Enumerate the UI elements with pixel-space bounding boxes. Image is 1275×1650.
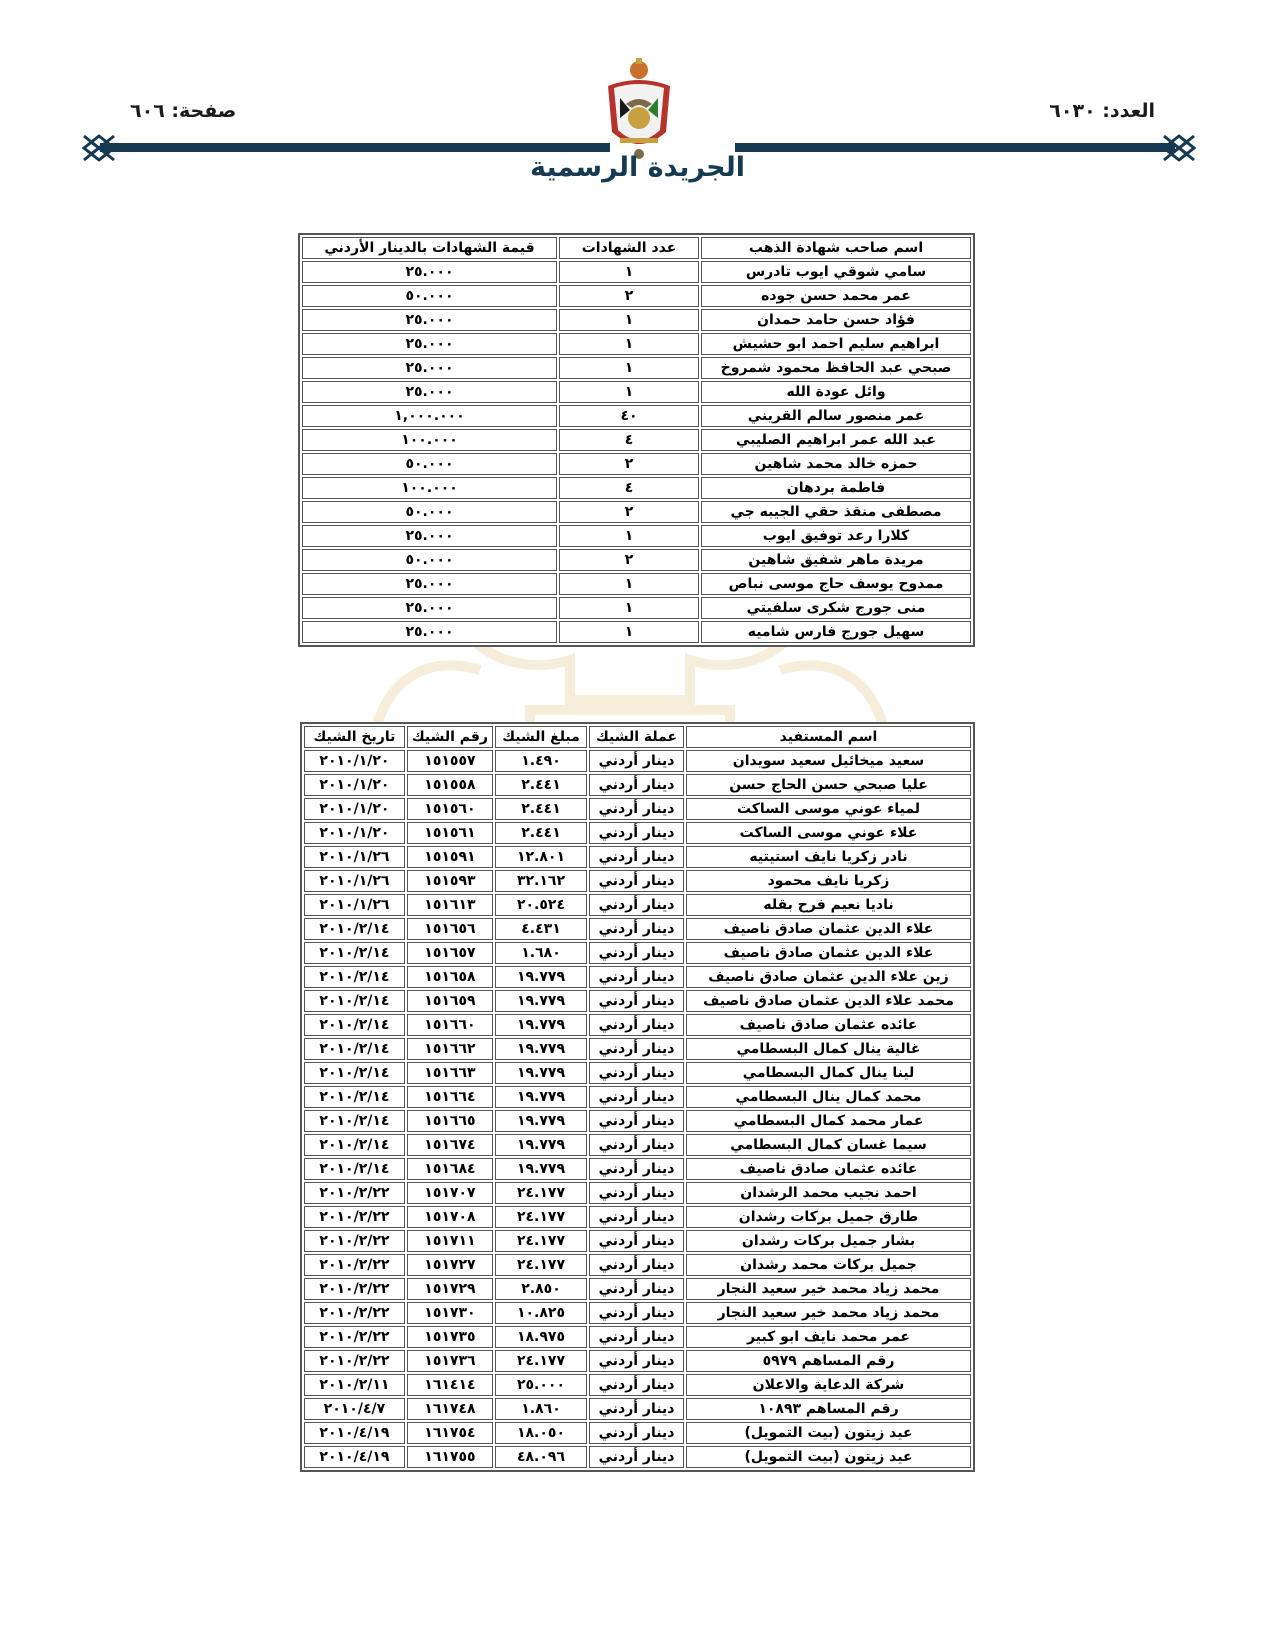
cheque-number-cell: ١٥١٧٠٨ xyxy=(407,1206,493,1228)
beneficiary-cell: زين علاء الدين عثمان صادق ناصيف xyxy=(686,966,971,988)
certificate-value-cell: ١٠٠.٠٠٠ xyxy=(302,477,557,499)
table-row xyxy=(304,1014,971,1036)
beneficiary-cell: نادر زكريا نايف استيتيه xyxy=(686,846,971,868)
certificate-count-cell: ١ xyxy=(559,597,699,619)
table-row xyxy=(304,870,971,892)
cheque-date-cell: ٢٠١٠/٢/١٤ xyxy=(304,1110,405,1132)
cheque-date-cell: ٢٠١٠/٤/١٩ xyxy=(304,1446,405,1468)
cheque-date-cell: ٢٠١٠/٢/١٤ xyxy=(304,1038,405,1060)
owner-name-cell: ممدوح يوسف حاج موسى نباص xyxy=(701,573,971,595)
table-row xyxy=(304,1182,971,1204)
certificate-value-cell: ٢٥.٠٠٠ xyxy=(302,573,557,595)
cheque-number-cell: ١٥١٦٨٤ xyxy=(407,1158,493,1180)
amount-cell: ٢٤.١٧٧ xyxy=(495,1230,587,1252)
cheque-date-cell: ٢٠١٠/٢/٢٢ xyxy=(304,1326,405,1348)
column-header-owner-name: اسم صاحب شهادة الذهب xyxy=(701,237,971,259)
currency-cell: دينار أردني xyxy=(589,1230,684,1252)
header-rule-right xyxy=(735,143,1175,152)
table-row xyxy=(304,1374,971,1396)
amount-cell: ٤٨.٠٩٦ xyxy=(495,1446,587,1468)
amount-cell: ١٩.٧٧٩ xyxy=(495,1086,587,1108)
cheque-date-cell: ٢٠١٠/٢/١٤ xyxy=(304,990,405,1012)
table-row xyxy=(302,501,971,523)
table-header-row xyxy=(304,726,971,748)
currency-cell: دينار أردني xyxy=(589,942,684,964)
table-row xyxy=(302,477,971,499)
table-row xyxy=(302,261,971,283)
page-number: صفحة: ٦٠٦ xyxy=(130,100,237,122)
beneficiary-cell: محمد علاء الدين عثمان صادق ناصيف xyxy=(686,990,971,1012)
table-row xyxy=(304,1302,971,1324)
certificate-count-cell: ١ xyxy=(559,309,699,331)
owner-name-cell: عمر محمد حسن جوده xyxy=(701,285,971,307)
certificate-value-cell: ٢٥.٠٠٠ xyxy=(302,333,557,355)
beneficiary-cell: عمار محمد كمال البسطامي xyxy=(686,1110,971,1132)
currency-cell: دينار أردني xyxy=(589,1134,684,1156)
currency-cell: دينار أردني xyxy=(589,1062,684,1084)
cheque-number-cell: ١٥١٧٢٧ xyxy=(407,1254,493,1276)
certificate-value-cell: ٢٥.٠٠٠ xyxy=(302,597,557,619)
owner-name-cell: فاطمة بردهان xyxy=(701,477,971,499)
certificate-value-cell: ٢٥.٠٠٠ xyxy=(302,357,557,379)
beneficiary-cell: احمد نجيب محمد الرشدان xyxy=(686,1182,971,1204)
certificate-value-cell: ٢٥.٠٠٠ xyxy=(302,621,557,643)
beneficiary-cell: سيما غسان كمال البسطامي xyxy=(686,1134,971,1156)
cheque-date-cell: ٢٠١٠/١/٢٠ xyxy=(304,822,405,844)
amount-cell: ١٠.٨٢٥ xyxy=(495,1302,587,1324)
cheque-date-cell: ٢٠١٠/٢/٢٢ xyxy=(304,1254,405,1276)
certificate-value-cell: ٢٥.٠٠٠ xyxy=(302,381,557,403)
table-row xyxy=(304,1422,971,1444)
beneficiary-cell: طارق جميل بركات رشدان xyxy=(686,1206,971,1228)
owner-name-cell: سامي شوقي ايوب تادرس xyxy=(701,261,971,283)
table-row xyxy=(302,453,971,475)
table-row xyxy=(304,1110,971,1132)
owner-name-cell: وائل عودة الله xyxy=(701,381,971,403)
table-row xyxy=(302,573,971,595)
table-row xyxy=(302,285,971,307)
certificate-value-cell: ٢٥.٠٠٠ xyxy=(302,525,557,547)
cheque-number-cell: ١٥١٦٦٢ xyxy=(407,1038,493,1060)
cheque-date-cell: ٢٠١٠/١/٢٠ xyxy=(304,774,405,796)
beneficiary-cell: علاء الدين عثمان صادق ناصيف xyxy=(686,942,971,964)
certificate-count-cell: ٢ xyxy=(559,453,699,475)
table-header-row xyxy=(302,237,971,259)
currency-cell: دينار أردني xyxy=(589,870,684,892)
cheque-number-cell: ١٥١٥٥٧ xyxy=(407,750,493,772)
column-header-cheque-date: تاريخ الشيك xyxy=(304,726,405,748)
amount-cell: ٤.٤٣١ xyxy=(495,918,587,940)
amount-cell: ١.٨٦٠ xyxy=(495,1398,587,1420)
owner-name-cell: منى جورج شكرى سلفيتي xyxy=(701,597,971,619)
owner-name-cell: مريدة ماهر شفيق شاهين xyxy=(701,549,971,571)
cheque-date-cell: ٢٠١٠/٤/٧ xyxy=(304,1398,405,1420)
currency-cell: دينار أردني xyxy=(589,1398,684,1420)
cheque-date-cell: ٢٠١٠/٢/٢٢ xyxy=(304,1206,405,1228)
table-row xyxy=(304,750,971,772)
amount-cell: ١.٤٩٠ xyxy=(495,750,587,772)
certificate-count-cell: ١ xyxy=(559,573,699,595)
table-row xyxy=(304,966,971,988)
beneficiary-cell: لمياء عوني موسى الساكت xyxy=(686,798,971,820)
column-header-beneficiary: اسم المستفيد xyxy=(686,726,971,748)
cheque-date-cell: ٢٠١٠/٢/٢٢ xyxy=(304,1278,405,1300)
certificate-count-cell: ٢ xyxy=(559,285,699,307)
table-row xyxy=(302,309,971,331)
table-row xyxy=(302,597,971,619)
amount-cell: ٢.٤٤١ xyxy=(495,798,587,820)
jordan-coat-of-arms-icon xyxy=(600,58,678,166)
amount-cell: ٣٢.١٦٢ xyxy=(495,870,587,892)
table-row xyxy=(302,621,971,643)
cheque-date-cell: ٢٠١٠/٢/٢٢ xyxy=(304,1350,405,1372)
table-row xyxy=(304,1398,971,1420)
currency-cell: دينار أردني xyxy=(589,1158,684,1180)
beneficiary-cell: بشار جميل بركات رشدان xyxy=(686,1230,971,1252)
table-row xyxy=(304,990,971,1012)
amount-cell: ١٩.٧٧٩ xyxy=(495,1158,587,1180)
table-row xyxy=(304,822,971,844)
cheque-date-cell: ٢٠١٠/٢/٢٢ xyxy=(304,1230,405,1252)
cheque-date-cell: ٢٠١٠/٢/١٤ xyxy=(304,942,405,964)
table-row xyxy=(304,798,971,820)
cheque-number-cell: ١٦١٤١٤ xyxy=(407,1374,493,1396)
currency-cell: دينار أردني xyxy=(589,750,684,772)
cheque-number-cell: ١٥١٦٦٥ xyxy=(407,1110,493,1132)
table-row xyxy=(304,846,971,868)
currency-cell: دينار أردني xyxy=(589,846,684,868)
certificate-count-cell: ١ xyxy=(559,621,699,643)
cheque-number-cell: ١٥١٦٥٩ xyxy=(407,990,493,1012)
gold-certificates-table xyxy=(298,233,975,647)
beneficiary-cell: علاء الدين عثمان صادق ناصيف xyxy=(686,918,971,940)
beneficiary-cell: غالية ينال كمال البسطامي xyxy=(686,1038,971,1060)
cheque-date-cell: ٢٠١٠/٢/١٤ xyxy=(304,918,405,940)
amount-cell: ١٩.٧٧٩ xyxy=(495,1038,587,1060)
certificate-count-cell: ١ xyxy=(559,357,699,379)
table-row xyxy=(304,1230,971,1252)
gazette-title: الجريدة الرسمية xyxy=(530,152,745,183)
table-row xyxy=(302,429,971,451)
cheque-number-cell: ١٦١٧٥٤ xyxy=(407,1422,493,1444)
certificate-value-cell: ٢٥.٠٠٠ xyxy=(302,309,557,331)
currency-cell: دينار أردني xyxy=(589,1014,684,1036)
cheque-date-cell: ٢٠١٠/٢/١٤ xyxy=(304,1086,405,1108)
table-row xyxy=(304,1206,971,1228)
currency-cell: دينار أردني xyxy=(589,1038,684,1060)
certificate-count-cell: ٢ xyxy=(559,501,699,523)
currency-cell: دينار أردني xyxy=(589,1422,684,1444)
beneficiary-cell: علاء عوني موسى الساكت xyxy=(686,822,971,844)
certificate-count-cell: ٤ xyxy=(559,429,699,451)
column-header-amount: مبلغ الشيك xyxy=(495,726,587,748)
amount-cell: ٢٤.١٧٧ xyxy=(495,1182,587,1204)
currency-cell: دينار أردني xyxy=(589,918,684,940)
cheque-date-cell: ٢٠١٠/٢/١٤ xyxy=(304,1158,405,1180)
certificate-count-cell: ١ xyxy=(559,525,699,547)
owner-name-cell: حمزه خالد محمد شاهين xyxy=(701,453,971,475)
column-header-certificate-value: قيمة الشهادات بالدينار الأردني xyxy=(302,237,557,259)
certificate-value-cell: ٢٥.٠٠٠ xyxy=(302,261,557,283)
table-row xyxy=(304,1158,971,1180)
table-row xyxy=(304,1086,971,1108)
cheque-number-cell: ١٥١٥٦١ xyxy=(407,822,493,844)
certificate-value-cell: ٥٠.٠٠٠ xyxy=(302,453,557,475)
amount-cell: ٢.٤٤١ xyxy=(495,822,587,844)
cheque-date-cell: ٢٠١٠/٢/١٤ xyxy=(304,1062,405,1084)
beneficiary-cell: محمد زياد محمد خير سعيد النجار xyxy=(686,1278,971,1300)
table-row xyxy=(304,1446,971,1468)
cheque-number-cell: ١٥١٧١١ xyxy=(407,1230,493,1252)
cheque-number-cell: ١٦١٧٤٨ xyxy=(407,1398,493,1420)
beneficiary-cell: رقم المساهم ٥٩٧٩ xyxy=(686,1350,971,1372)
cheque-number-cell: ١٦١٧٥٥ xyxy=(407,1446,493,1468)
cheque-date-cell: ٢٠١٠/٢/٢٢ xyxy=(304,1182,405,1204)
table-row xyxy=(302,549,971,571)
cheque-number-cell: ١٥١٦٦٤ xyxy=(407,1086,493,1108)
currency-cell: دينار أردني xyxy=(589,774,684,796)
table-row xyxy=(302,381,971,403)
column-header-certificate-count: عدد الشهادات xyxy=(559,237,699,259)
amount-cell: ١٩.٧٧٩ xyxy=(495,966,587,988)
table-row xyxy=(302,525,971,547)
cheque-number-cell: ١٥١٧٣٠ xyxy=(407,1302,493,1324)
certificate-count-cell: ٤٠ xyxy=(559,405,699,427)
currency-cell: دينار أردني xyxy=(589,1182,684,1204)
table-row xyxy=(302,357,971,379)
beneficiary-cell: سعيد ميخائيل سعيد سويدان xyxy=(686,750,971,772)
cheque-date-cell: ٢٠١٠/٢/١٤ xyxy=(304,1014,405,1036)
table-row xyxy=(304,1062,971,1084)
beneficiary-cell: زكريا نايف محمود xyxy=(686,870,971,892)
cheque-number-cell: ١٥١٦١٣ xyxy=(407,894,493,916)
amount-cell: ٢٠.٥٢٤ xyxy=(495,894,587,916)
beneficiary-cell: لينا ينال كمال البسطامي xyxy=(686,1062,971,1084)
certificate-count-cell: ٤ xyxy=(559,477,699,499)
beneficiary-cell: عليا صبحي حسن الحاج حسن xyxy=(686,774,971,796)
cheque-number-cell: ١٥١٥٦٠ xyxy=(407,798,493,820)
amount-cell: ٢٤.١٧٧ xyxy=(495,1350,587,1372)
table-row xyxy=(304,942,971,964)
certificate-value-cell: ١٠٠.٠٠٠ xyxy=(302,429,557,451)
amount-cell: ١٨.٩٧٥ xyxy=(495,1326,587,1348)
currency-cell: دينار أردني xyxy=(589,1326,684,1348)
currency-cell: دينار أردني xyxy=(589,894,684,916)
amount-cell: ٢٤.١٧٧ xyxy=(495,1206,587,1228)
table-row xyxy=(304,1326,971,1348)
certificate-value-cell: ١,٠٠٠.٠٠٠ xyxy=(302,405,557,427)
cheque-number-cell: ١٥١٦٦٠ xyxy=(407,1014,493,1036)
amount-cell: ١٩.٧٧٩ xyxy=(495,1062,587,1084)
currency-cell: دينار أردني xyxy=(589,798,684,820)
cheque-number-cell: ١٥١٧٣٥ xyxy=(407,1326,493,1348)
beneficiary-cell: رقم المساهم ١٠٨٩٣ xyxy=(686,1398,971,1420)
beneficiary-cell: شركة الدعاية والاعلان xyxy=(686,1374,971,1396)
beneficiary-cell: محمد كمال ينال البسطامي xyxy=(686,1086,971,1108)
currency-cell: دينار أردني xyxy=(589,822,684,844)
certificate-value-cell: ٥٠.٠٠٠ xyxy=(302,501,557,523)
beneficiary-cell: جميل بركات محمد رشدان xyxy=(686,1254,971,1276)
column-header-cheque-number: رقم الشيك xyxy=(407,726,493,748)
beneficiary-cell: عائده عثمان صادق ناصيف xyxy=(686,1158,971,1180)
owner-name-cell: كلارا رعد توفيق ايوب xyxy=(701,525,971,547)
owner-name-cell: صبحي عبد الحافظ محمود شمروخ xyxy=(701,357,971,379)
currency-cell: دينار أردني xyxy=(589,990,684,1012)
cheque-number-cell: ١٥١٧٢٩ xyxy=(407,1278,493,1300)
cheque-number-cell: ١٥١٦٥٨ xyxy=(407,966,493,988)
cheque-number-cell: ١٥١٦٦٣ xyxy=(407,1062,493,1084)
amount-cell: ١٩.٧٧٩ xyxy=(495,1014,587,1036)
cheque-number-cell: ١٥١٦٥٧ xyxy=(407,942,493,964)
owner-name-cell: سهيل جورج فارس شاميه xyxy=(701,621,971,643)
currency-cell: دينار أردني xyxy=(589,1254,684,1276)
certificate-count-cell: ١ xyxy=(559,261,699,283)
amount-cell: ١.٦٨٠ xyxy=(495,942,587,964)
table-row xyxy=(302,333,971,355)
currency-cell: دينار أردني xyxy=(589,1086,684,1108)
currency-cell: دينار أردني xyxy=(589,1302,684,1324)
header-rule-left xyxy=(100,143,610,152)
owner-name-cell: مصطفى منقذ حقي الجيبه جي xyxy=(701,501,971,523)
amount-cell: ١٩.٧٧٩ xyxy=(495,990,587,1012)
cheque-number-cell: ١٥١٦٧٤ xyxy=(407,1134,493,1156)
cheque-number-cell: ١٥١٧٠٧ xyxy=(407,1182,493,1204)
beneficiary-cell: ناديا نعيم فرح بقله xyxy=(686,894,971,916)
certificate-count-cell: ٢ xyxy=(559,549,699,571)
table-row xyxy=(304,1254,971,1276)
cheque-date-cell: ٢٠١٠/١/٢٦ xyxy=(304,870,405,892)
amount-cell: ١٢.٨٠١ xyxy=(495,846,587,868)
currency-cell: دينار أردني xyxy=(589,1278,684,1300)
table-row xyxy=(304,918,971,940)
certificate-count-cell: ١ xyxy=(559,333,699,355)
beneficiary-cell: محمد زياد محمد خير سعيد النجار xyxy=(686,1302,971,1324)
currency-cell: دينار أردني xyxy=(589,1350,684,1372)
cheques-table xyxy=(300,722,975,1472)
currency-cell: دينار أردني xyxy=(589,1206,684,1228)
amount-cell: ٢.٨٥٠ xyxy=(495,1278,587,1300)
amount-cell: ١٩.٧٧٩ xyxy=(495,1134,587,1156)
column-header-currency: عملة الشيك xyxy=(589,726,684,748)
currency-cell: دينار أردني xyxy=(589,1110,684,1132)
certificate-value-cell: ٥٠.٠٠٠ xyxy=(302,549,557,571)
amount-cell: ١٨.٠٥٠ xyxy=(495,1422,587,1444)
currency-cell: دينار أردني xyxy=(589,1374,684,1396)
amount-cell: ٢.٤٤١ xyxy=(495,774,587,796)
cheque-number-cell: ١٥١٥٩٣ xyxy=(407,870,493,892)
table-row xyxy=(304,894,971,916)
owner-name-cell: فؤاد حسن حامد حمدان xyxy=(701,309,971,331)
certificate-count-cell: ١ xyxy=(559,381,699,403)
beneficiary-cell: عيد زيتون (بيت التمويل) xyxy=(686,1446,971,1468)
beneficiary-cell: عمر محمد نايف ابو كبير xyxy=(686,1326,971,1348)
cheque-number-cell: ١٥١٧٣٦ xyxy=(407,1350,493,1372)
table-row xyxy=(304,1134,971,1156)
table-row xyxy=(304,1038,971,1060)
cheque-date-cell: ٢٠١٠/٢/١٤ xyxy=(304,966,405,988)
cheque-date-cell: ٢٠١٠/٤/١٩ xyxy=(304,1422,405,1444)
owner-name-cell: عمر منصور سالم القريني xyxy=(701,405,971,427)
currency-cell: دينار أردني xyxy=(589,1446,684,1468)
amount-cell: ٢٥.٠٠٠ xyxy=(495,1374,587,1396)
cheque-number-cell: ١٥١٥٩١ xyxy=(407,846,493,868)
currency-cell: دينار أردني xyxy=(589,966,684,988)
cheque-date-cell: ٢٠١٠/١/٢٠ xyxy=(304,798,405,820)
beneficiary-cell: عائده عثمان صادق ناصيف xyxy=(686,1014,971,1036)
cheque-date-cell: ٢٠١٠/٢/١٤ xyxy=(304,1134,405,1156)
table-row xyxy=(302,405,971,427)
cheque-date-cell: ٢٠١٠/١/٢٠ xyxy=(304,750,405,772)
table-row xyxy=(304,1278,971,1300)
owner-name-cell: عبد الله عمر ابراهيم الصليبي xyxy=(701,429,971,451)
cheque-date-cell: ٢٠١٠/١/٢٦ xyxy=(304,894,405,916)
cheque-number-cell: ١٥١٦٥٦ xyxy=(407,918,493,940)
cheque-date-cell: ٢٠١٠/١/٢٦ xyxy=(304,846,405,868)
table-row xyxy=(304,1350,971,1372)
owner-name-cell: ابراهيم سليم احمد ابو حشيش xyxy=(701,333,971,355)
cheque-number-cell: ١٥١٥٥٨ xyxy=(407,774,493,796)
certificate-value-cell: ٥٠.٠٠٠ xyxy=(302,285,557,307)
table-row xyxy=(304,774,971,796)
amount-cell: ٢٤.١٧٧ xyxy=(495,1254,587,1276)
amount-cell: ١٩.٧٧٩ xyxy=(495,1110,587,1132)
beneficiary-cell: عيد زيتون (بيت التمويل) xyxy=(686,1422,971,1444)
issue-number: العدد: ٦٠٣٠ xyxy=(1049,100,1155,122)
cheque-date-cell: ٢٠١٠/٢/١١ xyxy=(304,1374,405,1396)
cheque-date-cell: ٢٠١٠/٢/٢٢ xyxy=(304,1302,405,1324)
